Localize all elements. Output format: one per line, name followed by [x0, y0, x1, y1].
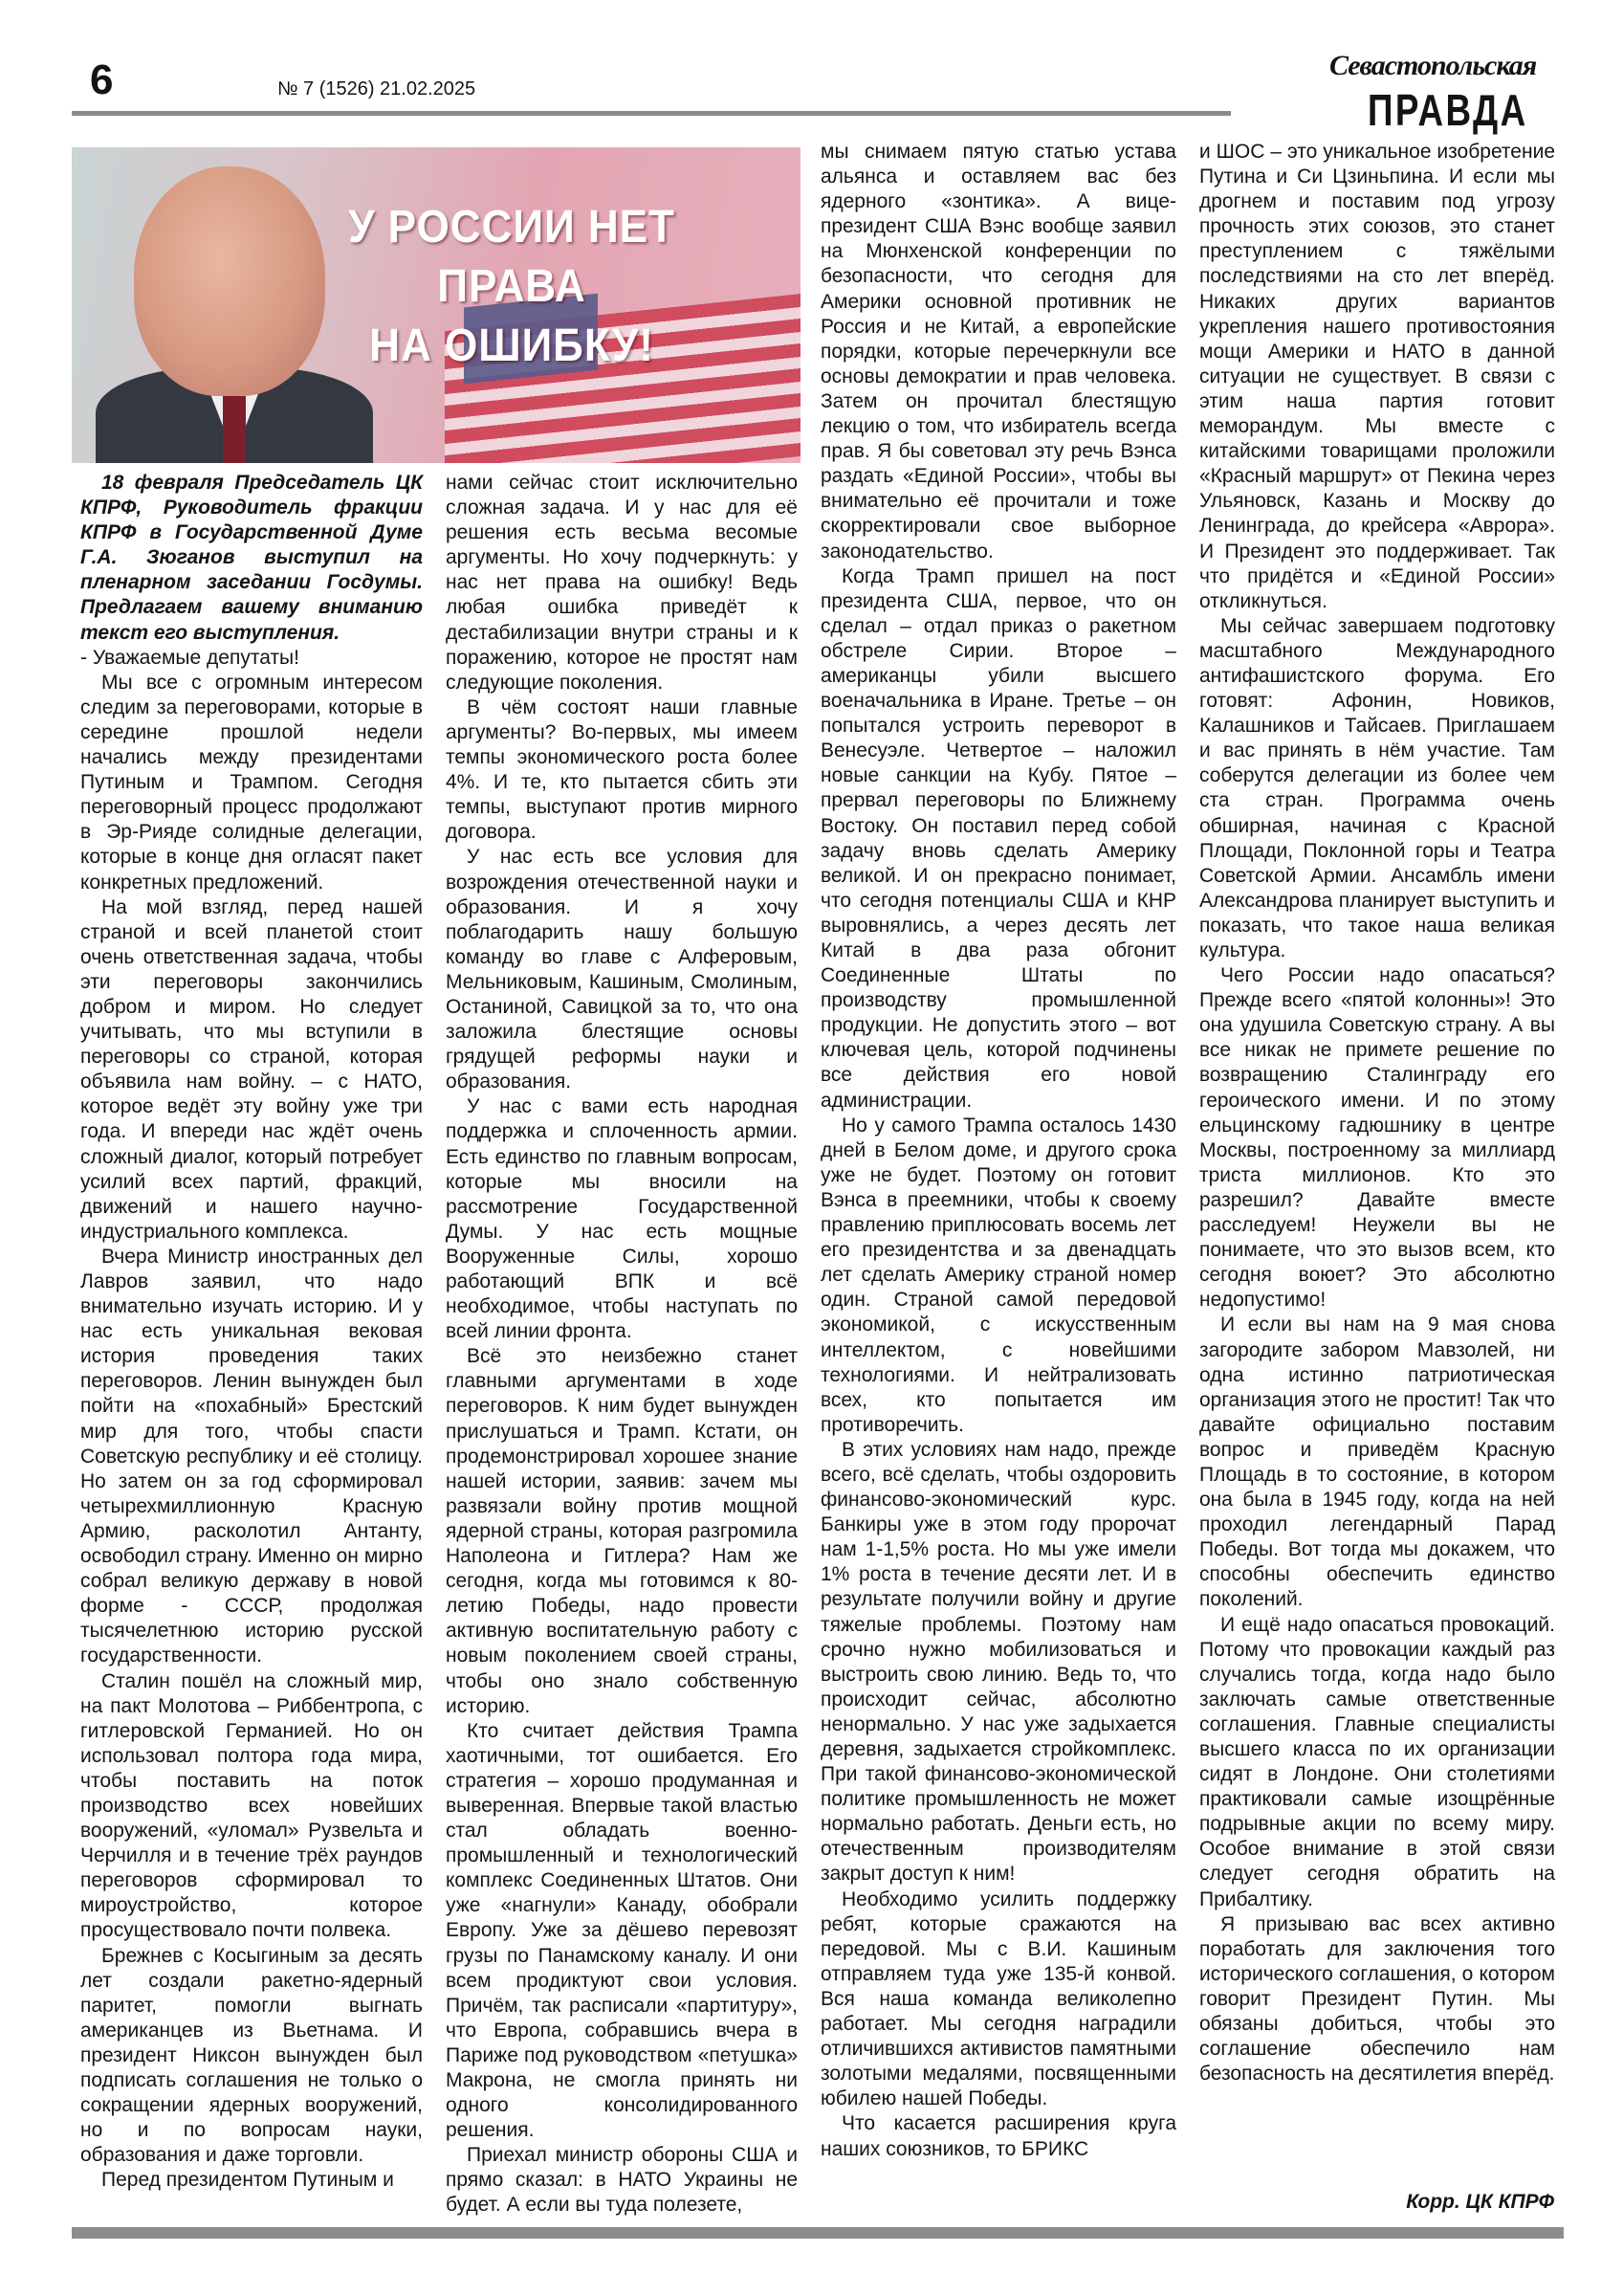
footer-rule — [72, 2227, 1564, 2239]
paragraph: Необходимо усилить поддержку ребят, которые сражаются на передовой. Мы с В.И. Кашиным отправляем туда уже 135-й конвой. Вся наша команда великолепно работает. Мы сегодня наградили отличившихся активистов памятными золотыми медалями, посвященными юбилею нашей Победы. — [821, 1888, 1176, 2110]
paragraph: Приехал министр обороны США и прямо сказал: в НАТО Украины не будет. А если вы туда полезете, — [446, 2144, 798, 2217]
paragraph: На мой взгляд, перед нашей страной и всей планетой стоит очень ответственная задача, чтобы эти переговоры закончились добром и миром. Но следует учитывать, что мы вступили в переговоры со страной, которая объявила нам войну. – с НАТО, которое ведёт эту войну уже три года. И впереди нас ждёт очень сложный диалог, который потребует усилий всех партий, фракций, движений и нашего научно-индустриального комплекса. — [80, 895, 423, 1243]
article-signature: Корр. ЦК КПРФ — [1406, 2191, 1554, 2213]
paragraph: Но у самого Трампа осталось 1430 дней в Белом доме, и другого срока уже не будет. Поэтому он готовит Вэнса в преемники, чтобы к своему правлению приплюсовать восемь лет его президентства и за двенадцать лет сделать Америку страной номер один. Страной самой передовой экономикой, с искусственным интеллектом, с новейшими технологиями. И нейтрализовать всех, кто попытается им противоречить. — [821, 1114, 1176, 1436]
paragraph: мы снимаем пятую статью устава альянса и оставляем вас без ядерного «зонтика». А вице-президент США Вэнс вообще заявил на Мюнхенской конференции по безопасности, что сегодня для Америки основной противник не Россия и не Китай, а европейские порядки, которые перечеркнули все основы демократии и прав человека. Затем он прочитал блестящую лекцию о том, что избиратель всегда прав. Я бы советовал эту речь Вэнса раздать «Единой России», чтобы вы внимательно её прочитали и тоже скорректировали свое выборное законодательство. — [821, 141, 1176, 563]
article-column-4 — [1199, 140, 1555, 2086]
newspaper-logo — [1329, 48, 1559, 144]
paragraph: Кто считает действия Трампа хаотичными, тот ошибается. Его стратегия – хорошо продуманная и выверенная. Впервые такой властью стал обладать военно-промышленный и технологический комплекс Соединенных Штатов. Они уже «нагнули» Канаду, обобрали Европу. Уже за дёшево перевозят грузы по Панамскому каналу. И они всем продиктуют свои условия. Причём, так расписали «партитуру», что Европа, собравшись вчера в Париже под руководством «петушка» Макрона, не смогла принять ни одного консолидированного решения. — [446, 1719, 798, 2142]
issue-info: № 7 (1526) 21.02.2025 — [277, 78, 476, 99]
article-column-1 — [80, 471, 423, 2193]
article-banner-image — [72, 147, 801, 463]
paragraph: нами сейчас стоит исключительно сложная задача. И у нас для её решения есть весьма весомые аргументы. Но хочу подчеркнуть: у нас нет права на ошибку! Ведь любая ошибка приведёт к дестабилизации внутри страны и к поражению, которое не простят нам следующие поколения. — [446, 472, 798, 694]
paragraph: Когда Трамп пришел на пост президента США, первое, что он сделал – отдал приказ о ракетном обстреле Сирии. Второе – американцы убили высшего военачальника в Иране. Третье – он попытался устроить переворот в Венесуэле. Четвертое – наложил новые санкции на Кубу. Пятое – прервал переговоры по Ближнему Востоку. Он поставил перед собой задачу вновь сделать Америку великой. И он прекрасно понимает, что сегодня потенциалы США и КНР выровнялись, а через десять лет Китай в два раза обгонит Соединенные Штаты по производству промышленной продукции. Не допустить этого – вот ключевая цель, которой подчинены все действия его новой администрации. — [821, 564, 1176, 1112]
paragraph: Что касается расширения круга наших союзников, то БРИКС — [821, 2112, 1176, 2160]
banner-title-line2: НА ОШИБКУ! — [369, 320, 654, 371]
paragraph: У нас с вами есть народная поддержка и сплоченность армии. Есть единство по главным вопросам, которые мы вносили на рассмотрение Государственной Думы. У нас есть мощные Вооруженные Силы, хорошо работающий ВПК и всё необходимое, чтобы наступать по всей линии фронта. — [446, 1095, 798, 1343]
paragraph: Перед президентом Путиным и — [101, 2169, 394, 2192]
paragraph: Всё это неизбежно станет главными аргументами в ходе переговоров. К ним будет вынужден прислушаться и Трамп. Кстати, он продемонстрировал хорошее знание нашей истории, заявив: зачем мы развязали войну против мощной ядерной страны, которая разгромила Наполеона и Гитлера? Нам же сегодня, когда мы готовимся к 80-летию Победы, надо провести активную воспитательную работу с новым поколением своей страны, чтобы оно знало собственную историю. — [446, 1345, 798, 1717]
banner-title-line1: У РОССИИ НЕТ ПРАВА — [348, 202, 675, 312]
paragraph: Чего России надо опасаться? Прежде всего «пятой колонны»! Это она удушила Советскую страну. А вы все никак не примете решение по возвращению Сталинграду его героического имени. И по этому ельцинскому гадюшнику в центре Москвы, построенному за миллиард триста миллионов. Кто это разрешил? Давайте вместе расследуем! Неужели вы не понимаете, что это вызов всем, кто сегодня воюет? Это абсолютно недопустимо! — [1199, 964, 1555, 1312]
paragraph: У нас есть все условия для возрождения отечественной науки и образования. И я хочу поблагодарить нашу большую команду во главе с Алферовым, Мельниковым, Кашиным, Смолиным, Останиной, Савицкой за то, что она заложила блестящие основы грядущей реформы науки и образования. — [446, 846, 798, 1093]
article-column-2 — [446, 471, 798, 2219]
paragraph: - Уважаемые депутаты! — [80, 646, 299, 669]
paragraph: Вчера Министр иностранных дел Лавров заявил, что надо внимательно изучать историю. И у нас есть уникальная вековая история проведения таких переговоров. Ленин вынужден был пойти на «похабный» Брестский мир для того, чтобы спасти Советскую республику и её столицу. Но затем он за год сформировал четырехмиллионную Красную Армию, расколотил Антанту, освободил страну. Именно он мирно собрал великую державу в новой форме - СССР, продолжая тысячелетнюю историю русской государственности. — [80, 1245, 423, 1667]
paragraph: Сталин пошёл на сложный мир, на пакт Молотова – Риббентропа, с гитлеровской Германией. Но он использовал полтора года мира, чтобы поставить на поток производство всех новейших вооружений, «уломал» Рузвельта и Черчилля и в течение трёх раундов переговоров сформировал то мироустройство, которое просуществовало почти полвека. — [80, 1669, 423, 1942]
paragraph: Мы все с огромным интересом следим за переговорами, которые в середине прошлой недели начались между президентами Путиным и Трампом. Сегодня переговорный процесс продолжают в Эр-Рияде солидные делегации, которые в конце дня огласят пакет конкретных предложений. — [80, 671, 423, 894]
paragraph: В этих условиях нам надо, прежде всего, всё сделать, чтобы оздоровить финансово-экономический курс. Банкиры уже в этом году пророчат нам 1-1,5% роста. Но мы уже имели 1% роста в течение десяти лет. И в результате получили войну и другие тяжелые проблемы. Поэтому нам срочно нужно мобилизоваться и выстроить свою линию. Ведь то, что происходит сейчас, абсолютно ненормально. У нас уже задыхается деревня, задыхается стройкомплекс. При такой финансово-экономической политике промышленность не может нормально работать. Деньги есть, но отечественным производителям закрыт доступ к ним! — [821, 1438, 1176, 1886]
banner-title — [283, 198, 740, 376]
page-number: 6 — [90, 56, 114, 103]
paragraph: Мы сейчас завершаем подготовку масштабного Международного антифашистского форума. Его готовят: Афонин, Новиков, Калашников и Тайсаев. Приглашаем и вас принять в нём участие. Там соберутся делегации из более чем ста стран. Программа очень обширная, начиная с Красной Площади, Поклонной горы и Театра Советской Армии. Ансамбль имени Александрова планирует выступить и показать, что такое наша великая культура. — [1199, 614, 1555, 961]
article-lead: 18 февраля Председатель ЦК КПРФ, Руководитель фракции КПРФ в Государственной Думе Г.А. Зюганов выступил на пленарном заседании Госдумы. Предлагаем вашему вниманию текст его выступления. — [80, 472, 423, 644]
logo-line2: ПРАВДА — [1368, 85, 1528, 135]
paragraph: Брежнев с Косыгиным за десять лет создали ракетно-ядерный паритет, помогли выгнать американцев из Вьетнама. И президент Никсон вынужден был подписать соглашения не только о сокращении ядерных вооружений, но и по вопросам науки, образования и даже торговли. — [80, 1944, 423, 2167]
paragraph: Я призываю вас всех активно поработать для заключения того исторического соглашения, о котором говорит Президент Путин. Мы обязаны добиться, чтобы это соглашение обеспечило нам безопасность на десятилетия вперёд. — [1199, 1912, 1555, 2086]
header-rule — [72, 111, 1231, 116]
paragraph: И если вы нам на 9 мая снова загородите забором Мавзолей, ни одна истинно патриотическая организация этого не простит! Так что давайте официально поставим вопрос и приведём Красную Площадь в то состояние, в котором она была в 1945 году, когда на ней проходил легендарный Парад Победы. Вот тогда мы докажем, что способны обеспечить единство поколений. — [1199, 1314, 1555, 1611]
paragraph: и ШОС – это уникальное изобретение Путина и Си Цзиньпина. И если мы дрогнем и поставим под угрозу прочность этих союзов, это станет преступлением с тяжёлыми последствиями на сто лет вперёд. Никаких других вариантов укрепления нашего противостояния мощи Америки и НАТО в данной ситуации не существует. В связи с этим наша партия готовит меморандум. Мы вместе с китайскими товарищами проложили «Красный маршрут» от Пекина через Ульяновск, Казань и Москву до Ленинграда, до крейсера «Аврора». И Президент это поддерживает. Так что придётся и «Единой России» откликнуться. — [1199, 141, 1555, 612]
article-column-3 — [821, 140, 1176, 2162]
paragraph: И ещё надо опасаться провокаций. Потому что провокации каждый раз случались тогда, когда надо было заключать самые ответственные соглашения. Главные специалисты высшего класса по их организации сидят в Лондоне. Они столетиями практиковали самые изощрённые подрывные акции по всему миру. Особое внимание в этой связи следует сегодня обратить на Прибалтику. — [1199, 1613, 1555, 1910]
logo-line1: Севастопольская — [1329, 50, 1537, 81]
paragraph: В чём состоят наши главные аргументы? Во-первых, мы имеем темпы экономического роста более 4%. И те, кто пытается сбить эти темпы, выступают против мирного договора. — [446, 695, 798, 844]
